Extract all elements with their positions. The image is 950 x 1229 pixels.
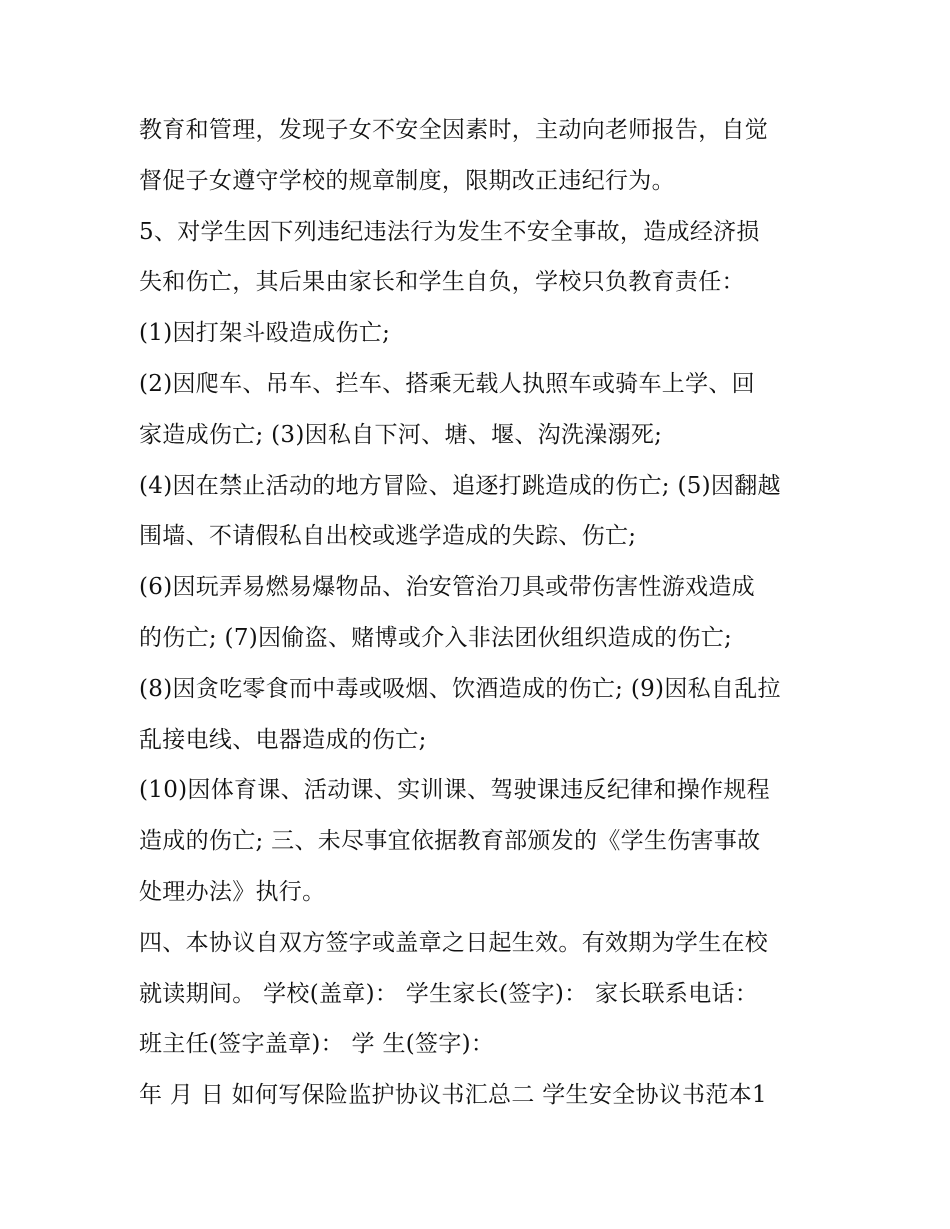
- text-line: 就读期间。 学校(盖章)： 学生家长(签字)： 家长联系电话：: [139, 980, 759, 1007]
- text-line: (1)因打架斗殴造成伤亡;: [139, 320, 391, 347]
- text-line: (10)因体育课、活动课、实训课、驾驶课违反纪律和操作规程: [139, 777, 770, 804]
- text-line: 处理办法》执行。: [139, 878, 326, 905]
- text-line: (8)因贪吃零食而中毒或吸烟、饮酒造成的伤亡; (9)因私自乱拉: [139, 675, 781, 702]
- text-line: 造成的伤亡; 三、未尽事宜依据教育部颁发的《学生伤害事故: [139, 828, 761, 855]
- text-line: 班主任(签字盖章)： 学 生(签字)：: [139, 1031, 495, 1058]
- text-line: (6)因玩弄易燃易爆物品、治安管治刀具或带伤害性游戏造成: [139, 574, 755, 601]
- text-line: 围墙、不请假私自出校或逃学造成的失踪、伤亡;: [139, 523, 637, 550]
- text-line: 乱接电线、电器造成的伤亡;: [139, 726, 427, 753]
- document-body: [139, 110, 819, 1126]
- text-line: 家造成伤亡; (3)因私自下河、塘、堰、沟洗澡溺死;: [139, 421, 663, 448]
- text-line: (4)因在禁止活动的地方冒险、追逐打跳造成的伤亡; (5)因翻越: [139, 472, 781, 499]
- text-line: 年 月 日 如何写保险监护协议书汇总二 学生安全协议书范本1: [139, 1082, 767, 1109]
- text-line: 督促子女遵守学校的规章制度，限期改正违纪行为。: [139, 167, 675, 194]
- text-line: (2)因爬车、吊车、拦车、搭乘无载人执照车或骑车上学、回: [139, 370, 755, 397]
- text-line: 四、本协议自双方签字或盖章之日起生效。有效期为学生在校: [139, 929, 769, 956]
- text-line: 的伤亡; (7)因偷盗、赌博或介入非法团伙组织造成的伤亡;: [139, 624, 733, 651]
- text-line: 教育和管理，发现子女不安全因素时，主动向老师报告，自觉: [139, 117, 769, 143]
- text-line: 5、对学生因下列违纪违法行为发生不安全事故，造成经济损: [139, 218, 760, 245]
- text-line: 失和伤亡，其后果由家长和学生自负，学校只负教育责任：: [139, 269, 745, 296]
